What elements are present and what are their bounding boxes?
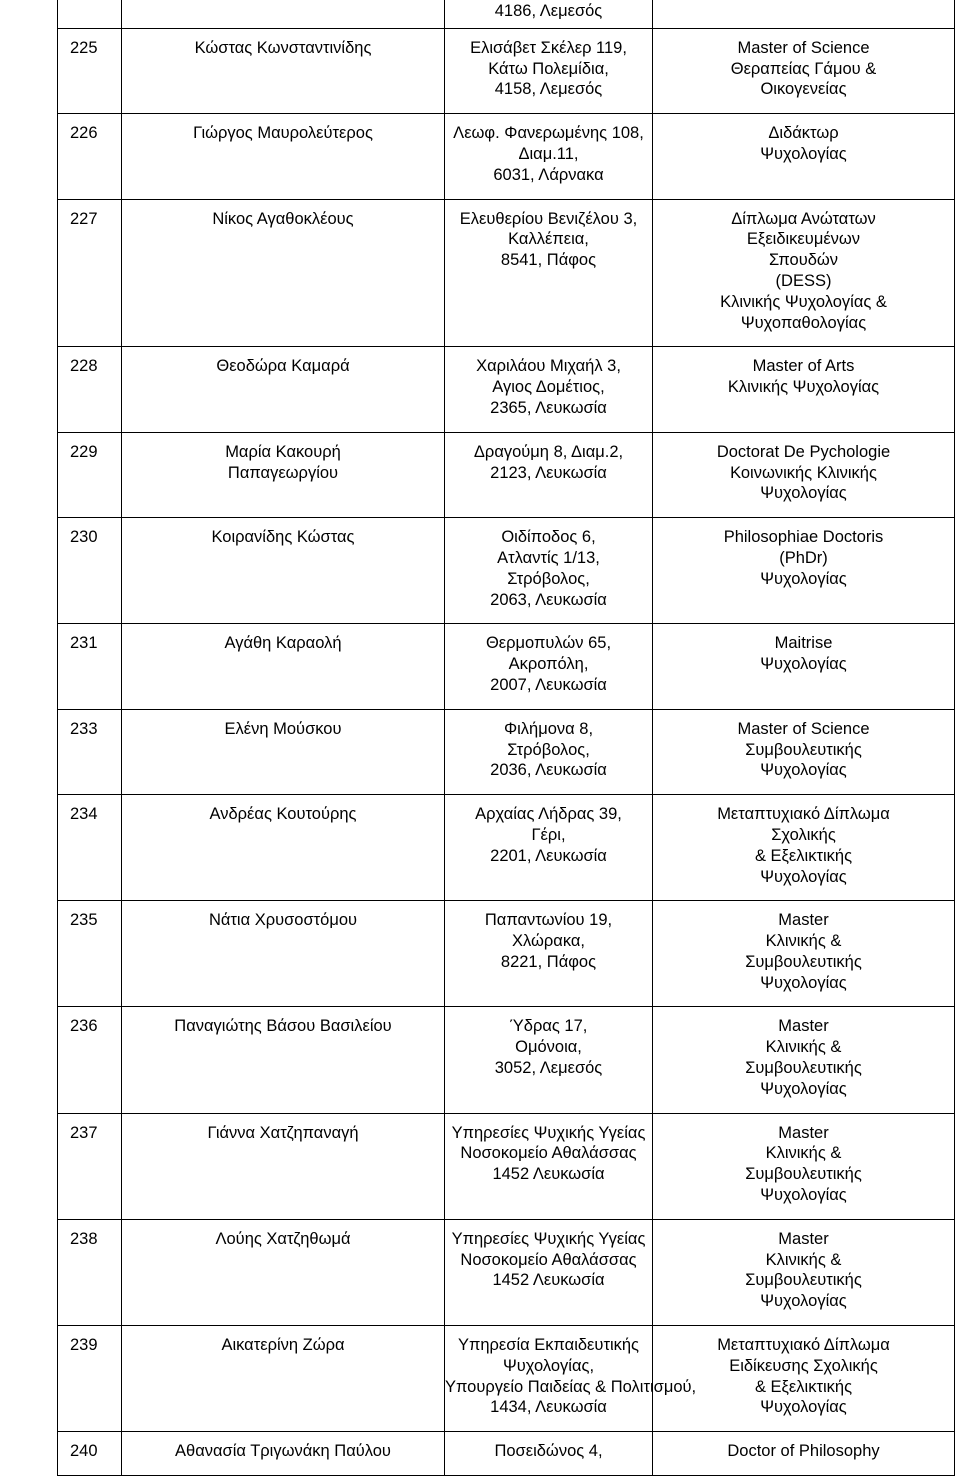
- table-row: [58, 1007, 955, 1113]
- row-number: [58, 1432, 122, 1476]
- degree-line: Ψυχοπαθολογίας: [740, 313, 867, 332]
- degree-line: & Εξελικτικής: [754, 846, 853, 865]
- degree: [653, 901, 955, 1007]
- row-number: [58, 709, 122, 794]
- person-name-line: Κώστας Κωνσταντινίδης: [194, 38, 372, 57]
- address-line: 4158, Λεμεσός: [494, 80, 603, 99]
- address-line: 4186, Λεμεσός: [494, 2, 603, 20]
- address: [445, 432, 653, 517]
- address: [445, 28, 653, 113]
- person-name-line: Αικατερίνη Ζώρα: [221, 1336, 345, 1355]
- row-number-text: 239: [70, 1336, 98, 1355]
- degree: [653, 1432, 955, 1476]
- degree-line: Ψυχολογίας: [760, 1186, 847, 1205]
- address: [445, 709, 653, 794]
- degree-line: Εξειδικευμένων: [746, 230, 861, 249]
- address-line: 2365, Λευκωσία: [490, 398, 607, 417]
- degree: [653, 28, 955, 113]
- degree-line: Σπουδών: [768, 251, 839, 270]
- person-name-line: Ελένη Μούσκου: [224, 719, 342, 738]
- degree-line: Ψυχολογίας: [760, 569, 847, 588]
- address: [445, 518, 653, 624]
- degree-line: Doctor of Philosophy: [727, 1442, 880, 1461]
- person-name: [122, 0, 445, 28]
- address-line: Κάτω Πολεμίδια,: [488, 59, 609, 78]
- address-line: Καλλέπεια,: [508, 230, 589, 249]
- address-line: Ατλαντίς 1/13,: [497, 548, 600, 567]
- degree-line: Maitrise: [774, 634, 833, 653]
- address-line: Ακροπόλη,: [508, 655, 589, 674]
- degree-line: Σχολικής: [771, 825, 836, 844]
- registry-table: [57, 0, 955, 1476]
- person-name-line: Νίκος Αγαθοκλέους: [212, 209, 354, 228]
- row-number-text: 238: [70, 1229, 98, 1248]
- person-name: [122, 199, 445, 347]
- address-line: 1452 Λευκωσία: [492, 1271, 605, 1290]
- address-line: 2007, Λευκωσία: [490, 675, 607, 694]
- address-line: 2201, Λευκωσία: [490, 846, 607, 865]
- row-number: [58, 901, 122, 1007]
- table-row: [58, 199, 955, 347]
- degree: [653, 709, 955, 794]
- address-line: Ελευθερίου Βενιζέλου 3,: [459, 209, 638, 228]
- row-number: [58, 624, 122, 709]
- person-name-line: Αθανασία Τριγωνάκη Παύλου: [175, 1442, 391, 1461]
- degree: [653, 199, 955, 347]
- person-name: [122, 795, 445, 901]
- address-line: Διαμ.11,: [518, 144, 579, 163]
- table-row: [58, 114, 955, 199]
- address: [445, 0, 653, 28]
- person-name: [122, 901, 445, 1007]
- row-number: [58, 114, 122, 199]
- degree-line: Κλινικής &: [765, 1038, 842, 1057]
- degree: [653, 114, 955, 199]
- person-name: [122, 1113, 445, 1219]
- address-line: Ύδρας 17,: [509, 1017, 588, 1036]
- degree-line: Master of Science: [737, 719, 870, 738]
- address-line: 8221, Πάφος: [500, 952, 597, 971]
- degree-line: Οικογενείας: [760, 80, 847, 99]
- address-line: 8541, Πάφος: [500, 251, 597, 270]
- table-row: [58, 1326, 955, 1432]
- table-row: [58, 518, 955, 624]
- person-name: [122, 114, 445, 199]
- address-line: Υπηρεσίες Ψυχικής Υγείας: [451, 1229, 646, 1248]
- person-name: [122, 432, 445, 517]
- table-row: [58, 347, 955, 432]
- person-name-line: Παπαγεωργίου: [227, 463, 339, 482]
- degree: [653, 0, 955, 28]
- degree-line: Μεταπτυχιακό Δίπλωμα: [717, 805, 890, 824]
- address-line: Στρόβολος,: [507, 740, 590, 759]
- address: [445, 795, 653, 901]
- degree-line: & Εξελικτικής: [754, 1377, 853, 1396]
- person-name: [122, 347, 445, 432]
- person-name-line: Νάτια Χρυσοστόμου: [208, 911, 358, 930]
- degree-line: Συμβουλευτικής: [745, 1165, 862, 1184]
- person-name-line: Γιώργος Μαυρολεύτερος: [193, 124, 373, 143]
- address-line: 1452 Λευκωσία: [492, 1165, 605, 1184]
- person-name-line: Αγάθη Καραολή: [224, 634, 342, 653]
- table-row: [58, 795, 955, 901]
- row-number-text: 227: [70, 209, 98, 228]
- row-number-text: 228: [70, 357, 98, 376]
- address: [445, 624, 653, 709]
- row-number-text: 230: [70, 528, 98, 547]
- table-row: [58, 901, 955, 1007]
- degree-line: Συμβουλευτικής: [745, 1271, 862, 1290]
- degree-line: Ψυχολογίας: [760, 1079, 847, 1098]
- address: [445, 347, 653, 432]
- address-line: Ελισάβετ Σκέλερ 119,: [470, 38, 627, 57]
- address-line: 3052, Λεμεσός: [494, 1059, 603, 1078]
- address-line: Υπηρεσία Εκπαιδευτικής: [457, 1336, 640, 1355]
- degree: [653, 1113, 955, 1219]
- address-line: Χλώρακα,: [512, 932, 585, 951]
- person-name: [122, 1007, 445, 1113]
- address-line: Παπαντωνίου 19,: [484, 911, 613, 930]
- row-number-text: 235: [70, 911, 98, 930]
- degree: [653, 795, 955, 901]
- degree: [653, 432, 955, 517]
- person-name-line: Λούης Χατζηθωμά: [215, 1229, 351, 1248]
- address: [445, 1432, 653, 1476]
- person-name: [122, 1219, 445, 1325]
- row-number: [58, 795, 122, 901]
- address-line: 2123, Λευκωσία: [490, 463, 607, 482]
- person-name-line: Παναγιώτης Βάσου Βασιλείου: [174, 1017, 392, 1036]
- table-row: [58, 0, 955, 28]
- degree-line: Θεραπείας Γάμου &: [730, 59, 877, 78]
- table-row: [58, 1113, 955, 1219]
- degree-line: Ψυχολογίας: [760, 1292, 847, 1311]
- address-line: Χαριλάου Μιχαήλ 3,: [476, 357, 621, 376]
- person-name: [122, 1326, 445, 1432]
- degree-line: Κλινικής &: [765, 1250, 842, 1269]
- table-row: [58, 28, 955, 113]
- degree-line: Ψυχολογίας: [760, 973, 847, 992]
- person-name: [122, 709, 445, 794]
- address-line: Υπουργείο Παιδείας & Πολιτισμού,: [445, 1377, 697, 1396]
- person-name: [122, 518, 445, 624]
- row-number-text: 234: [70, 805, 98, 824]
- address-line: Λεωφ. Φανερωμένης 108,: [453, 124, 644, 143]
- table-row: [58, 624, 955, 709]
- address-line: Αγιος Δομέτιος,: [492, 378, 605, 397]
- row-number: [58, 518, 122, 624]
- address-line: Ποσειδώνος 4,: [494, 1442, 603, 1461]
- address-line: Θερμοπυλών 65,: [485, 634, 612, 653]
- row-number: [58, 199, 122, 347]
- degree-line: Κλινικής &: [765, 1144, 842, 1163]
- address: [445, 114, 653, 199]
- row-number: [58, 28, 122, 113]
- address: [445, 1113, 653, 1219]
- row-number-text: 237: [70, 1123, 98, 1142]
- degree-line: Συμβουλευτικής: [745, 1059, 862, 1078]
- table-row: [58, 709, 955, 794]
- degree: [653, 624, 955, 709]
- degree-line: Διδάκτωρ: [768, 124, 839, 143]
- person-name-line: Θεοδώρα Καμαρά: [216, 357, 350, 376]
- address: [445, 1007, 653, 1113]
- degree-line: Master of Science: [737, 38, 870, 57]
- address-line: 2063, Λευκωσία: [490, 590, 607, 609]
- person-name: [122, 1432, 445, 1476]
- degree-line: Master: [778, 1229, 829, 1248]
- row-number: [58, 1326, 122, 1432]
- table-row: [58, 1219, 955, 1325]
- row-number: [58, 432, 122, 517]
- address-line: Οιδίποδος 6,: [501, 528, 596, 547]
- degree: [653, 347, 955, 432]
- address-line: 2036, Λευκωσία: [490, 761, 607, 780]
- degree: [653, 1007, 955, 1113]
- person-name-line: Γιάννα Χατζηπαναγή: [207, 1123, 359, 1142]
- row-number-text: 231: [70, 634, 98, 653]
- degree: [653, 1326, 955, 1432]
- address-line: Στρόβολος,: [507, 569, 590, 588]
- degree-line: Master: [778, 1017, 829, 1036]
- row-number: [58, 1113, 122, 1219]
- degree-line: Μεταπτυχιακό Δίπλωμα: [717, 1336, 890, 1355]
- degree-line: Κλινικής Ψυχολογίας &: [720, 292, 887, 311]
- address-line: Γέρι,: [531, 825, 566, 844]
- address: [445, 1219, 653, 1325]
- address: [445, 199, 653, 347]
- address-line: 1434, Λευκωσία: [490, 1398, 607, 1417]
- degree-line: Ειδίκευσης Σχολικής: [729, 1356, 878, 1375]
- person-name: [122, 28, 445, 113]
- registry-table-body: [58, 0, 955, 1476]
- degree-line: Master: [778, 911, 829, 930]
- degree-line: Master of Arts: [752, 357, 855, 376]
- row-number-text: 225: [70, 38, 98, 57]
- degree-line: Ψυχολογίας: [760, 867, 847, 886]
- degree-line: Συμβουλευτικής: [745, 740, 862, 759]
- degree: [653, 518, 955, 624]
- address-line: Ψυχολογίας,: [502, 1356, 595, 1375]
- row-number: [58, 1007, 122, 1113]
- degree-line: (DESS): [775, 271, 832, 290]
- degree-line: Δίπλωμα Ανώτατων: [731, 209, 876, 228]
- person-name: [122, 624, 445, 709]
- degree-line: Ψυχολογίας: [760, 1398, 847, 1417]
- degree-line: (PhDr): [779, 548, 828, 567]
- row-number-text: 233: [70, 719, 98, 738]
- address: [445, 1326, 697, 1432]
- degree-line: Κοινωνικής Κλινικής: [730, 463, 877, 482]
- address-line: Νοσοκομείο Αθαλάσσας: [460, 1144, 637, 1163]
- degree-line: Συμβουλευτικής: [745, 952, 862, 971]
- row-number: [58, 1219, 122, 1325]
- row-number-text: 240: [70, 1442, 98, 1461]
- table-row: [58, 1432, 955, 1476]
- address-line: 6031, Λάρνακα: [493, 165, 604, 184]
- degree: [653, 1219, 955, 1325]
- degree-line: Κλινικής Ψυχολογίας: [727, 378, 880, 397]
- address-line: Φιλήμονα 8,: [503, 719, 594, 738]
- degree-line: Ψυχολογίας: [760, 655, 847, 674]
- degree-line: Philosophiae Doctoris: [723, 528, 884, 547]
- address-line: Ομόνοια,: [515, 1038, 582, 1057]
- address-line: Νοσοκομείο Αθαλάσσας: [460, 1250, 637, 1269]
- degree-line: Ψυχολογίας: [760, 761, 847, 780]
- address-line: Δραγούμη 8, Διαμ.2,: [473, 442, 624, 461]
- row-number-text: 236: [70, 1017, 98, 1036]
- row-number-text: 229: [70, 442, 98, 461]
- degree-line: Doctorat De Pychologie: [716, 442, 891, 461]
- person-name-line: Ανδρέας Κουτούρης: [209, 805, 357, 824]
- person-name-line: Κοιρανίδης Κώστας: [211, 528, 355, 547]
- degree-line: Ψυχολογίας: [760, 484, 847, 503]
- address-line: Υπηρεσίες Ψυχικής Υγείας: [451, 1123, 646, 1142]
- degree-line: Ψυχολογίας: [760, 144, 847, 163]
- table-row: [58, 432, 955, 517]
- degree-line: Κλινικής &: [765, 932, 842, 951]
- degree-line: Master: [778, 1123, 829, 1142]
- person-name-line: Μαρία Κακουρή: [225, 442, 341, 461]
- address-line: Αρχαίας Λήδρας 39,: [475, 805, 622, 824]
- row-number: [58, 347, 122, 432]
- row-number-text: 226: [70, 124, 98, 143]
- address: [445, 901, 653, 1007]
- row-number: [58, 0, 122, 28]
